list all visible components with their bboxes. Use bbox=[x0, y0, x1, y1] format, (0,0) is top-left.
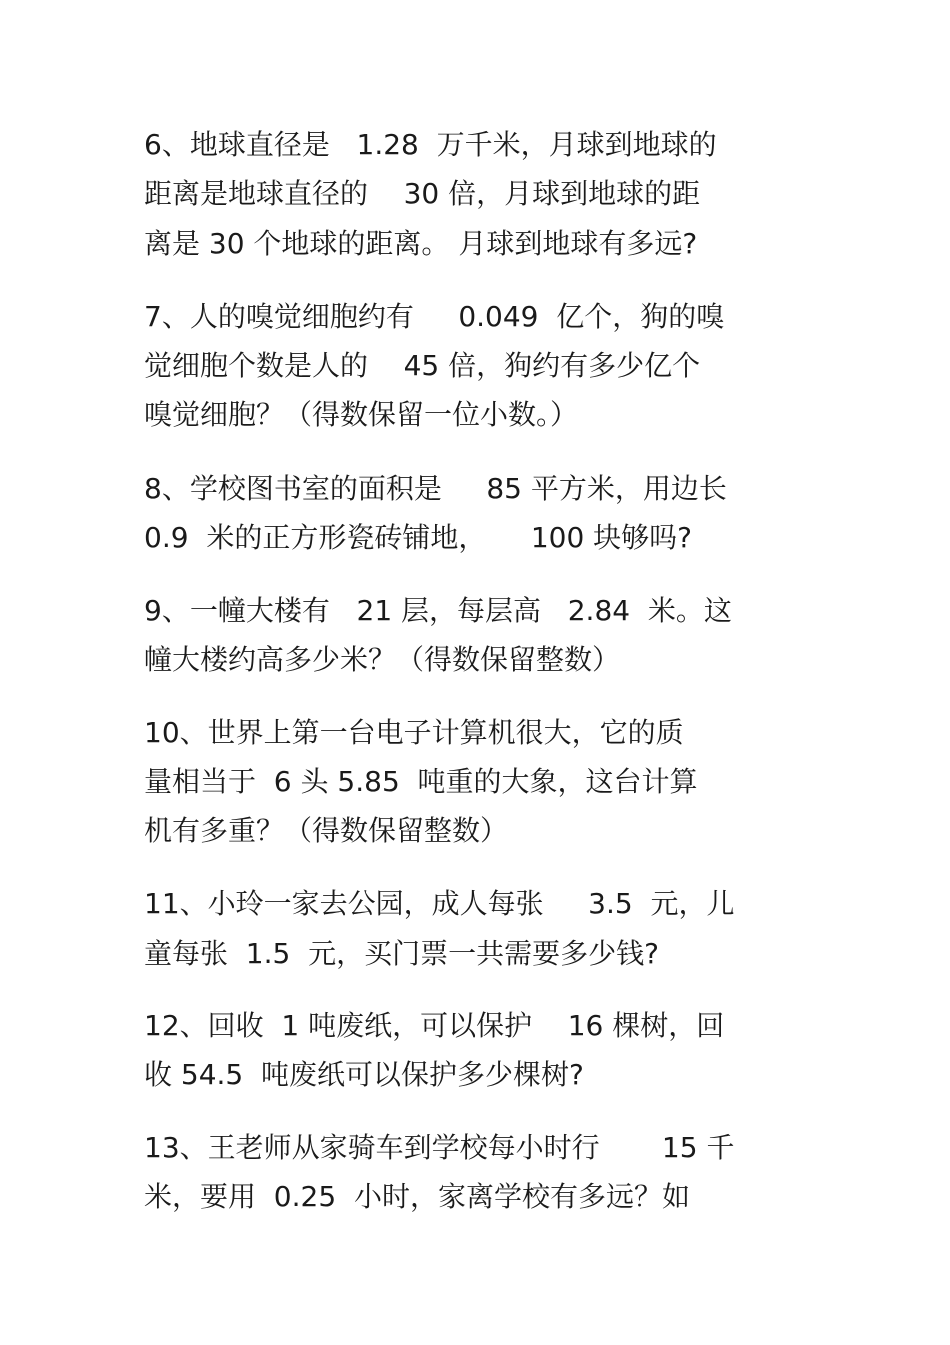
problem-line: 8、学校图书室的面积是 85 平方米，用边长 bbox=[144, 472, 727, 505]
problem-line: 9、一幢大楼有 21 层，每层高 2.84 米。这 bbox=[144, 594, 732, 627]
problem-line: 6、地球直径是 1.28 万千米，月球到地球的 bbox=[144, 128, 717, 161]
problem-line: 13、王老师从家骑车到学校每小时行 15 千 bbox=[144, 1131, 735, 1164]
problem-line: 离是 30 个地球的距离。 月球到地球有多远? bbox=[144, 227, 698, 260]
problem-line: 0.9 米的正方形瓷砖铺地， 100 块够吗? bbox=[144, 521, 693, 554]
problem-line: 米，要用 0.25 小时，家离学校有多远？如 bbox=[144, 1180, 690, 1213]
problem-line: 10、世界上第一台电子计算机很大，它的质 bbox=[144, 716, 684, 749]
problem-line: 觉细胞个数是人的 45 倍，狗约有多少亿个 bbox=[144, 349, 701, 382]
problem-line: 童每张 1.5 元，买门票一共需要多少钱? bbox=[144, 937, 659, 970]
problem-line: 幢大楼约高多少米？（得数保留整数） bbox=[144, 643, 621, 676]
problem-line: 12、回收 1 吨废纸，可以保护 16 棵树，回 bbox=[144, 1009, 725, 1042]
problem-line: 距离是地球直径的 30 倍，月球到地球的距 bbox=[144, 177, 701, 210]
problem-line: 量相当于 6 头 5.85 吨重的大象，这台计算 bbox=[144, 765, 698, 798]
problem-line: 7、人的嗅觉细胞约有 0.049 亿个，狗的嗅 bbox=[144, 300, 725, 333]
problem-line: 机有多重？（得数保留整数） bbox=[144, 814, 509, 847]
problem-line: 嗅觉细胞？（得数保留一位小数。） bbox=[144, 398, 579, 431]
problem-line: 收 54.5 吨废纸可以保护多少棵树? bbox=[144, 1058, 584, 1091]
problem-line: 11、小玲一家去公园，成人每张 3.5 元，儿 bbox=[144, 887, 735, 920]
